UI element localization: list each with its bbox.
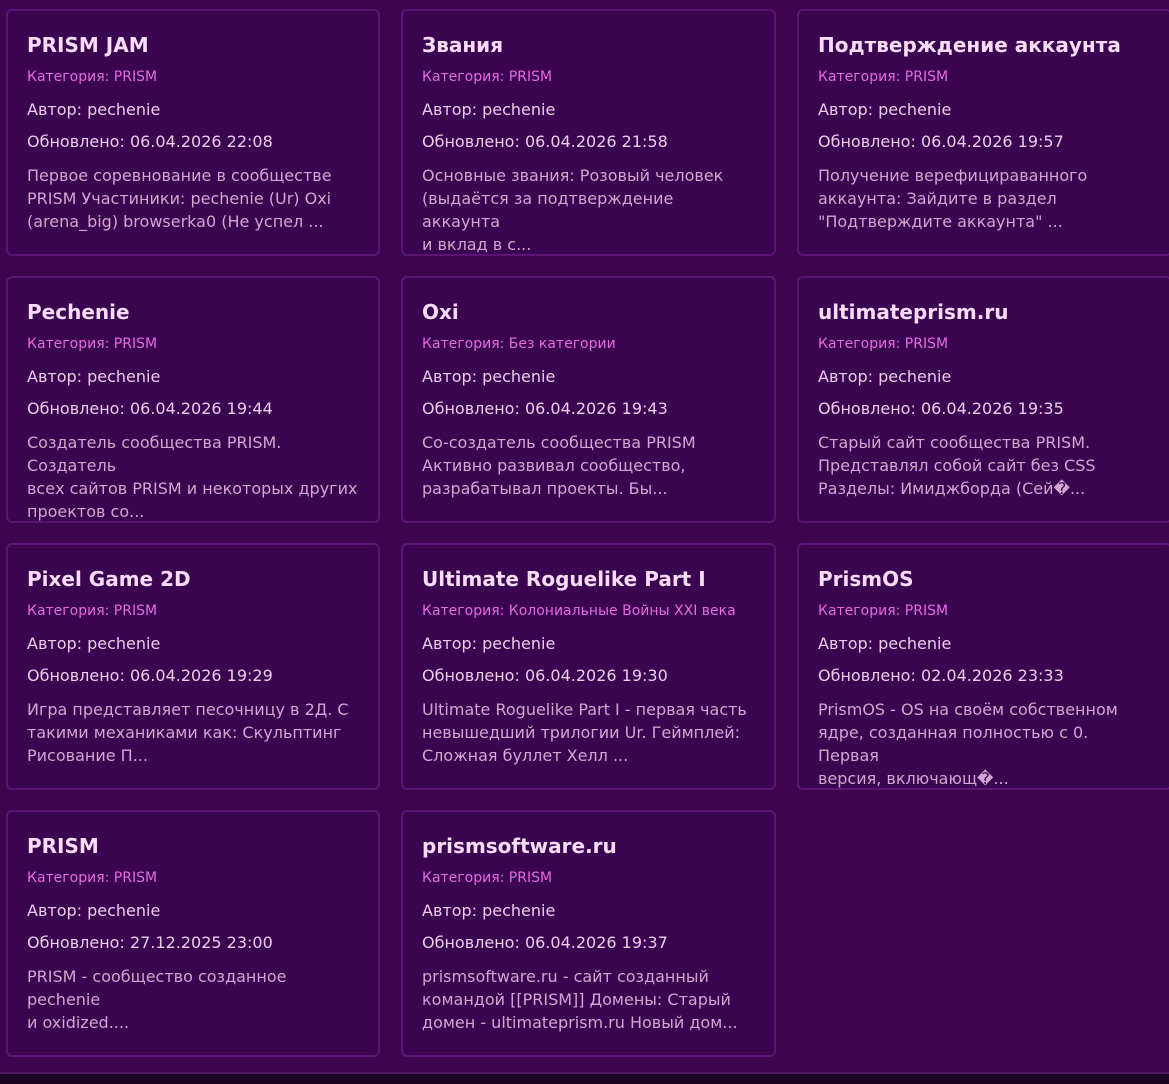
article-excerpt: PrismOS - OS на своём собственном ядре, созданная полностью с 0. Первая версия, включающ�...: [818, 700, 1118, 788]
article-category: Категория: PRISM: [818, 336, 949, 352]
article-updated: Обновлено: 06.04.2026 19:43: [422, 399, 668, 418]
footer-bar: [0, 1072, 1169, 1084]
article-excerpt: Получение верефицираванного аккаунта: Зайдите в раздел "Подтверждите аккаунта" ...: [818, 166, 1088, 231]
article-excerpt: PRISM - сообщество созданное pechenie и oxidized....: [27, 967, 287, 1032]
article-author: Автор: pechenie: [818, 367, 952, 386]
article-excerpt: Первое соревнование в сообществе PRISM Участиники: pechenie (Ur) Oxi (arena_big) browserka0 (Не успел ...: [27, 166, 332, 231]
article-card[interactable]: [6, 276, 380, 523]
article-card[interactable]: [6, 9, 380, 256]
article-title[interactable]: Ultimate Roguelike Part I: [422, 567, 706, 591]
article-card[interactable]: [797, 9, 1169, 256]
article-updated: Обновлено: 06.04.2026 19:57: [818, 132, 1064, 151]
article-card[interactable]: [6, 810, 380, 1057]
article-category: Категория: Колониальные Войны XXI века: [422, 603, 736, 619]
article-category: Категория: PRISM: [27, 870, 158, 886]
article-card[interactable]: [6, 543, 380, 790]
article-card[interactable]: [401, 9, 776, 256]
article-author: Автор: pechenie: [422, 901, 556, 920]
article-title[interactable]: Подтверждение аккаунта: [818, 33, 1121, 57]
article-title[interactable]: Звания: [422, 33, 504, 57]
article-updated: Обновлено: 06.04.2026 19:37: [422, 933, 668, 952]
article-updated: Обновлено: 06.04.2026 19:30: [422, 666, 668, 685]
article-author: Автор: pechenie: [27, 901, 161, 920]
article-author: Автор: pechenie: [422, 100, 556, 119]
article-category: Категория: PRISM: [27, 69, 158, 85]
article-author: Автор: pechenie: [818, 100, 952, 119]
article-title[interactable]: Pixel Game 2D: [27, 567, 191, 591]
article-card[interactable]: [401, 810, 776, 1057]
article-title[interactable]: PrismOS: [818, 567, 914, 591]
article-title[interactable]: ultimateprism.ru: [818, 300, 1009, 324]
article-excerpt: Основные звания: Розовый человек (выдаётся за подтверждение аккаунта и вклад в с...: [422, 166, 724, 254]
article-category: Категория: PRISM: [818, 69, 949, 85]
article-excerpt: Старый сайт сообщества PRISM. Представлял собой сайт без CSS Разделы: Имиджборда (Сей�...: [818, 433, 1096, 498]
article-title[interactable]: PRISM: [27, 834, 99, 858]
article-card[interactable]: [401, 543, 776, 790]
article-updated: Обновлено: 06.04.2026 19:35: [818, 399, 1064, 418]
article-updated: Обновлено: 06.04.2026 19:29: [27, 666, 273, 685]
article-excerpt: Создатель сообщества PRISM. Создатель всех сайтов PRISM и некоторых других проектов со...: [27, 433, 358, 521]
article-updated: Обновлено: 27.12.2025 23:00: [27, 933, 273, 952]
article-card[interactable]: [797, 276, 1169, 523]
article-title[interactable]: prismsoftware.ru: [422, 834, 617, 858]
article-category: Категория: PRISM: [422, 870, 553, 886]
article-title[interactable]: PRISM JAM: [27, 33, 149, 57]
article-author: Автор: pechenie: [422, 634, 556, 653]
article-updated: Обновлено: 02.04.2026 23:33: [818, 666, 1064, 685]
article-category: Категория: Без категории: [422, 336, 616, 352]
article-author: Автор: pechenie: [27, 367, 161, 386]
article-category: Категория: PRISM: [27, 603, 158, 619]
article-author: Автор: pechenie: [818, 634, 952, 653]
article-title[interactable]: Pechenie: [27, 300, 130, 324]
article-updated: Обновлено: 06.04.2026 19:44: [27, 399, 273, 418]
article-author: Автор: pechenie: [27, 100, 161, 119]
article-excerpt: prismsoftware.ru - сайт созданный командой [[PRISM]] Домены: Старый домен - ultimateprism.ru Новый дом...: [422, 967, 738, 1032]
article-category: Категория: PRISM: [27, 336, 158, 352]
article-category: Категория: PRISM: [818, 603, 949, 619]
article-author: Автор: pechenie: [27, 634, 161, 653]
article-excerpt: Ultimate Roguelike Part I - первая часть невышедший трилогии Ur. Геймплей: Сложная буллет Хелл ...: [422, 700, 747, 765]
article-grid: [6, 9, 1169, 1057]
article-title[interactable]: Oxi: [422, 300, 459, 324]
article-category: Категория: PRISM: [422, 69, 553, 85]
article-excerpt: Игра представляет песочницу в 2Д. С такими механиками как: Скульптинг Рисование П...: [27, 700, 349, 765]
article-updated: Обновлено: 06.04.2026 21:58: [422, 132, 668, 151]
article-author: Автор: pechenie: [422, 367, 556, 386]
article-updated: Обновлено: 06.04.2026 22:08: [27, 132, 273, 151]
article-card[interactable]: [401, 276, 776, 523]
article-card[interactable]: [797, 543, 1169, 790]
article-excerpt: Со-создатель сообщества PRISM Активно развивал сообщество, разрабатывал проекты. Бы...: [422, 433, 696, 498]
